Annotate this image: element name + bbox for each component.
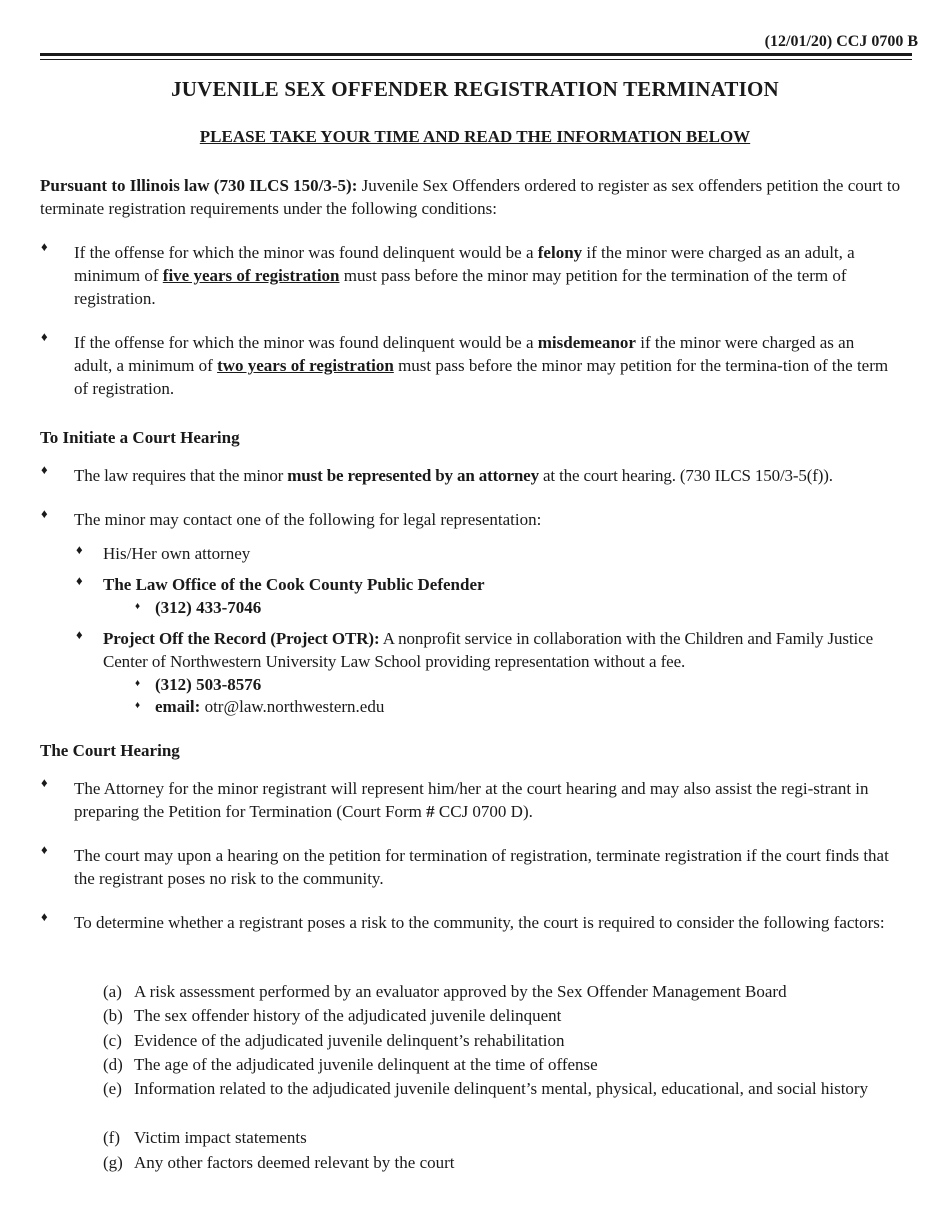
factor-text: The age of the adjudicated juvenile delinquent at the time of offense (134, 1055, 598, 1074)
contact-options: The minor may contact one of the following for legal representation: (74, 510, 542, 529)
condition-felony-post: must pass before the minor may petition for the termination of the term of registration. (74, 266, 847, 308)
diamond-bullet-icon: ♦ (41, 909, 48, 924)
factor-letter: (e) (103, 1079, 122, 1098)
diamond-bullet-icon: ♦ (76, 573, 83, 588)
header-rule-thick (40, 53, 912, 56)
factor-letter: (c) (103, 1031, 122, 1050)
diamond-bullet-icon: ♦ (41, 329, 48, 344)
project-otr-desc: A nonprofit service in collaboration with the Children and Family Justice Center of Northwestern University Law School providing representation without a fee. (103, 629, 874, 671)
factor-letter: (a) (103, 982, 122, 1001)
hearing-risk-factors: To determine whether a registrant poses a risk to the community, the court is required to consider the following factors: (74, 913, 885, 932)
intro-lead: Pursuant to Illinois law (730 ILCS 150/3-5): (40, 176, 358, 195)
factor-text: Information related to the adjudicated juvenile delinquent’s mental, physical, educational, and social history (134, 1079, 869, 1098)
own-attorney: His/Her own attorney (103, 544, 251, 563)
page-title: JUVENILE SEX OFFENDER REGISTRATION TERMINATION (171, 77, 779, 101)
condition-felony-underline: five years of registration (162, 266, 340, 285)
diamond-bullet-icon: ♦ (135, 601, 141, 612)
attorney-post: at the court hearing. (730 ILCS 150/3-5(f)). (538, 466, 833, 485)
factor-letter: (f) (103, 1128, 120, 1147)
project-otr-name: Project Off the Record (Project OTR): (103, 629, 380, 648)
diamond-bullet-icon: ♦ (41, 842, 48, 857)
condition-misdemeanor-pre: If the offense for which the minor was found delinquent would be a (74, 333, 538, 352)
form-id: (12/01/20) CCJ 0700 B (764, 33, 918, 50)
condition-felony-pre: If the offense for which the minor was found delinquent would be a (74, 243, 538, 262)
factor-text: Evidence of the adjudicated juvenile delinquent’s rehabilitation (134, 1031, 565, 1050)
diamond-bullet-icon: ♦ (135, 678, 141, 689)
project-otr-email (155, 695, 755, 718)
intro-text: Juvenile Sex Offenders ordered to register as sex offenders petition the court to terminate registration requirements under the following conditions: (40, 176, 901, 218)
section-heading-initiate: To Initiate a Court Hearing (40, 428, 240, 447)
diamond-bullet-icon: ♦ (41, 506, 48, 521)
condition-felony-bold: felony (537, 243, 583, 262)
project-otr-email-label: email: (155, 697, 201, 716)
project-otr (103, 627, 913, 673)
header-rule-thin (40, 59, 912, 60)
hearing-attorney-pre: The Attorney for the minor registrant will represent him/her at the court hearing and may also assist the regi-strant in preparing the Petition for Termination (Court Form (74, 779, 869, 821)
diamond-bullet-icon: ♦ (41, 239, 48, 254)
section-heading-court-hearing: The Court Hearing (40, 741, 180, 760)
diamond-bullet-icon: ♦ (135, 700, 141, 711)
factor-text: The sex offender history of the adjudicated juvenile delinquent (134, 1006, 562, 1025)
factor-letter: (d) (103, 1055, 123, 1074)
attorney-bold: must be represented by an attorney (287, 466, 539, 485)
diamond-bullet-icon: ♦ (41, 775, 48, 790)
hearing-attorney-post: CCJ 0700 D). (434, 802, 533, 821)
public-defender: The Law Office of the Cook County Public Defender (103, 575, 485, 594)
project-otr-email-link[interactable]: otr@law.northwestern.edu (200, 697, 385, 716)
condition-felony (74, 241, 894, 310)
page-subtitle-text: PLEASE TAKE YOUR TIME AND READ THE INFORMATION BELOW (199, 127, 751, 146)
public-defender-phone: (312) 433-7046 (155, 598, 262, 617)
factor-text: A risk assessment performed by an evaluator approved by the Sex Offender Management Board (134, 982, 787, 1001)
condition-misdemeanor-underline: two years of registration (217, 356, 394, 375)
condition-misdemeanor-post: must pass before the minor may petition for the termina-tion of the term of registration. (74, 356, 889, 398)
intro-paragraph (40, 174, 910, 220)
diamond-bullet-icon: ♦ (76, 627, 83, 642)
condition-felony-mid: if the minor were charged as an adult, a minimum of (74, 243, 855, 285)
condition-misdemeanor-mid: if the minor were charged as an adult, a minimum of (74, 333, 855, 375)
hearing-attorney-hash: # (426, 802, 435, 821)
diamond-bullet-icon: ♦ (76, 542, 83, 557)
attorney-pre: The law requires that the minor (74, 466, 288, 485)
factor-text: Victim impact statements (134, 1128, 307, 1147)
factor-letter: (b) (103, 1006, 123, 1025)
diamond-bullet-icon: ♦ (41, 462, 48, 477)
factor-text: Any other factors deemed relevant by the court (134, 1153, 455, 1172)
attorney-requirement (74, 464, 934, 487)
condition-misdemeanor-bold: misdemeanor (537, 333, 636, 352)
project-otr-phone: (312) 503-8576 (155, 675, 262, 694)
page-subtitle (0, 125, 950, 148)
condition-misdemeanor (74, 331, 896, 400)
hearing-attorney (74, 777, 888, 823)
hearing-termination: The court may upon a hearing on the petition for termination of registration, terminate registration if the court finds that the registrant poses no risk to the community. (74, 846, 889, 888)
factor-letter: (g) (103, 1153, 123, 1172)
